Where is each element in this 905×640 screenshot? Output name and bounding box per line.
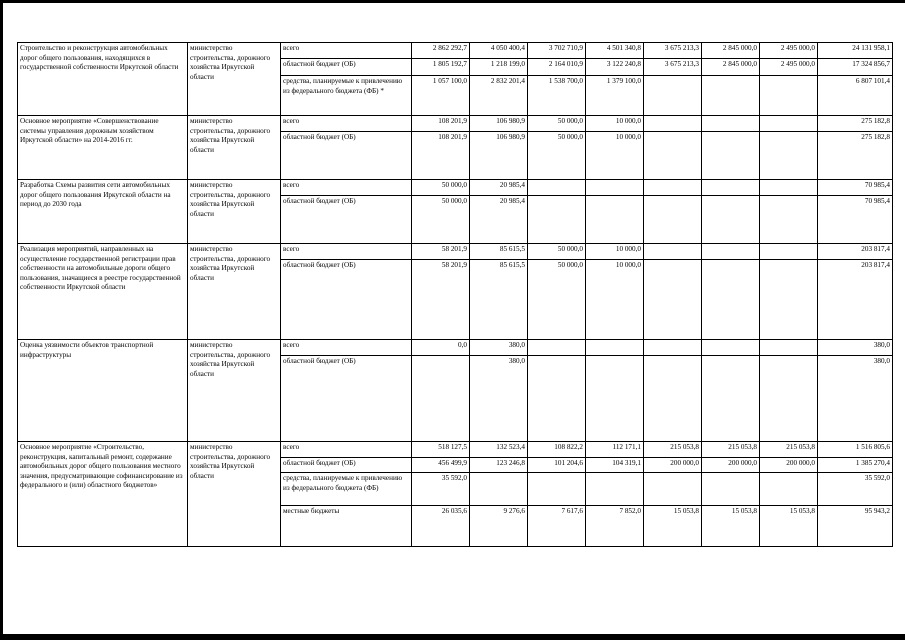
value-cell [644,196,702,244]
value-cell [644,244,702,260]
value-cell: 2 845 000,0 [702,43,760,59]
value-cell [644,132,702,180]
value-cell: 108 201,9 [412,116,470,132]
value-cell: 101 204,6 [528,458,586,473]
executor-cell: министерство строительства, дорожного хозяйства Иркутской области [188,116,281,180]
value-cell [644,473,702,506]
funding-source-cell: всего [281,442,412,458]
table-row [18,43,893,59]
measure-name-cell: Строительство и реконструкция автомобильных дорог общего пользования, находящихся в государственной собственности Иркутской области [18,43,188,116]
funding-source-cell: областной бюджет (ОБ) [281,260,412,340]
measure-name-cell: Основное мероприятие «Совершенствование системы управления дорожным хозяйством Иркутской области» на 2014-2016 гг. [18,116,188,180]
table-body [18,43,893,547]
total-value-cell: 17 324 856,7 [818,59,893,76]
total-value-cell: 70 985,4 [818,196,893,244]
value-cell: 50 000,0 [412,196,470,244]
value-cell [760,76,818,116]
value-cell: 215 053,8 [644,442,702,458]
value-cell: 85 615,5 [470,260,528,340]
measure-name-cell: Оценка уязвимости объектов транспортной инфраструктуры [18,340,188,442]
measure-name-cell: Реализация мероприятий, направленных на осуществление государственной регистрации прав собственности на автомобильные дороги общего пользования, значащиеся в реестре государственной собственности Иркутской области [18,244,188,340]
value-cell: 10 000,0 [586,260,644,340]
value-cell: 10 000,0 [586,132,644,180]
value-cell: 58 201,9 [412,244,470,260]
total-value-cell: 1 516 805,6 [818,442,893,458]
value-cell: 7 852,0 [586,506,644,547]
funding-source-cell: областной бюджет (ОБ) [281,132,412,180]
value-cell: 1 538 700,0 [528,76,586,116]
funding-source-cell: всего [281,244,412,260]
value-cell: 15 053,8 [702,506,760,547]
total-value-cell: 35 592,0 [818,473,893,506]
value-cell [644,76,702,116]
value-cell: 7 617,6 [528,506,586,547]
value-cell [528,196,586,244]
value-cell: 200 000,0 [760,458,818,473]
measure-name-cell: Разработка Схемы развития сети автомобильных дорог общего пользования Иркутской области на период до 2030 года [18,180,188,244]
value-cell: 108 822,2 [528,442,586,458]
value-cell [644,340,702,356]
scan-top-edge [0,0,905,3]
value-cell: 85 615,5 [470,244,528,260]
value-cell: 50 000,0 [528,244,586,260]
funding-source-cell: всего [281,116,412,132]
value-cell [644,116,702,132]
funding-source-cell: областной бюджет (ОБ) [281,196,412,244]
value-cell [586,473,644,506]
funding-source-cell: средства, планируемые к привлечению из федерального бюджета (ФБ) [281,473,412,506]
value-cell: 20 985,4 [470,180,528,196]
table-row [18,340,893,356]
value-cell: 1 057 100,0 [412,76,470,116]
value-cell: 200 000,0 [644,458,702,473]
value-cell: 15 053,8 [644,506,702,547]
executor-cell: министерство строительства, дорожного хозяйства Иркутской области [188,442,281,547]
value-cell: 3 122 240,8 [586,59,644,76]
executor-cell: министерство строительства, дорожного хозяйства Иркутской области [188,43,281,116]
value-cell: 1 218 199,0 [470,59,528,76]
value-cell: 4 501 340,8 [586,43,644,59]
value-cell [760,132,818,180]
scan-bottom-edge [0,634,905,640]
funding-table [17,42,893,547]
value-cell: 9 276,6 [470,506,528,547]
value-cell: 132 523,4 [470,442,528,458]
funding-source-cell: областной бюджет (ОБ) [281,458,412,473]
value-cell: 456 499,9 [412,458,470,473]
value-cell [644,356,702,442]
value-cell [702,196,760,244]
funding-source-cell: областной бюджет (ОБ) [281,59,412,76]
total-value-cell: 380,0 [818,356,893,442]
value-cell: 50 000,0 [412,180,470,196]
total-value-cell: 6 807 101,4 [818,76,893,116]
total-value-cell: 203 817,4 [818,260,893,340]
value-cell: 380,0 [470,356,528,442]
table-row [18,116,893,132]
value-cell [760,180,818,196]
value-cell [586,356,644,442]
value-cell: 2 164 010,9 [528,59,586,76]
total-value-cell: 203 817,4 [818,244,893,260]
value-cell [702,116,760,132]
measure-name-cell: Основное мероприятие «Строительство, реконструкция, капитальный ремонт, содержание автомобильных дорог общего пользования местного значения, предусматривающие софинансирование из федерального и (или) областного бюджетов» [18,442,188,547]
value-cell: 50 000,0 [528,260,586,340]
value-cell: 20 985,4 [470,196,528,244]
value-cell [702,180,760,196]
table-row [18,442,893,458]
value-cell [760,196,818,244]
value-cell [702,132,760,180]
total-value-cell: 70 985,4 [818,180,893,196]
value-cell: 518 127,5 [412,442,470,458]
value-cell: 15 053,8 [760,506,818,547]
value-cell: 2 832 201,4 [470,76,528,116]
value-cell: 1 805 192,7 [412,59,470,76]
value-cell [760,260,818,340]
value-cell [702,244,760,260]
value-cell [702,356,760,442]
total-value-cell: 24 131 958,1 [818,43,893,59]
value-cell: 2 862 292,7 [412,43,470,59]
value-cell: 50 000,0 [528,116,586,132]
value-cell: 200 000,0 [702,458,760,473]
value-cell: 215 053,8 [760,442,818,458]
value-cell: 2 495 000,0 [760,59,818,76]
value-cell: 26 035,6 [412,506,470,547]
value-cell: 106 980,9 [470,132,528,180]
value-cell: 106 980,9 [470,116,528,132]
value-cell: 3 675 213,3 [644,59,702,76]
value-cell [586,180,644,196]
value-cell: 215 053,8 [702,442,760,458]
table-row [18,244,893,260]
value-cell [412,356,470,442]
scan-corner-mark [0,0,2,24]
value-cell: 4 050 400,4 [470,43,528,59]
value-cell [528,473,586,506]
value-cell: 3 702 710,9 [528,43,586,59]
value-cell: 3 675 213,3 [644,43,702,59]
total-value-cell: 275 182,8 [818,116,893,132]
value-cell [702,260,760,340]
funding-source-cell: средства, планируемые к привлечению из федерального бюджета (ФБ) * [281,76,412,116]
executor-cell: министерство строительства, дорожного хозяйства Иркутской области [188,180,281,244]
value-cell: 35 592,0 [412,473,470,506]
total-value-cell: 380,0 [818,340,893,356]
value-cell [528,340,586,356]
value-cell: 108 201,9 [412,132,470,180]
total-value-cell: 95 943,2 [818,506,893,547]
value-cell [586,196,644,244]
value-cell [702,340,760,356]
value-cell: 0,0 [412,340,470,356]
value-cell [644,180,702,196]
value-cell [644,260,702,340]
funding-source-cell: всего [281,340,412,356]
value-cell [528,180,586,196]
value-cell: 2 845 000,0 [702,59,760,76]
value-cell: 1 379 100,0 [586,76,644,116]
total-value-cell: 275 182,8 [818,132,893,180]
funding-source-cell: всего [281,180,412,196]
executor-cell: министерство строительства, дорожного хозяйства Иркутской области [188,244,281,340]
value-cell: 58 201,9 [412,260,470,340]
value-cell [702,473,760,506]
value-cell [586,340,644,356]
value-cell: 112 171,1 [586,442,644,458]
value-cell [760,356,818,442]
value-cell: 2 495 000,0 [760,43,818,59]
value-cell: 380,0 [470,340,528,356]
value-cell: 10 000,0 [586,116,644,132]
value-cell [760,340,818,356]
value-cell [702,76,760,116]
funding-source-cell: областной бюджет (ОБ) [281,356,412,442]
value-cell: 50 000,0 [528,132,586,180]
value-cell [470,473,528,506]
executor-cell: министерство строительства, дорожного хозяйства Иркутской области [188,340,281,442]
scan-left-edge [0,0,3,640]
value-cell [760,116,818,132]
value-cell [760,473,818,506]
value-cell [760,244,818,260]
value-cell: 104 319,1 [586,458,644,473]
value-cell [528,356,586,442]
total-value-cell: 1 385 270,4 [818,458,893,473]
funding-source-cell: местные бюджеты [281,506,412,547]
table-row [18,180,893,196]
funding-source-cell: всего [281,43,412,59]
value-cell: 123 246,8 [470,458,528,473]
value-cell: 10 000,0 [586,244,644,260]
